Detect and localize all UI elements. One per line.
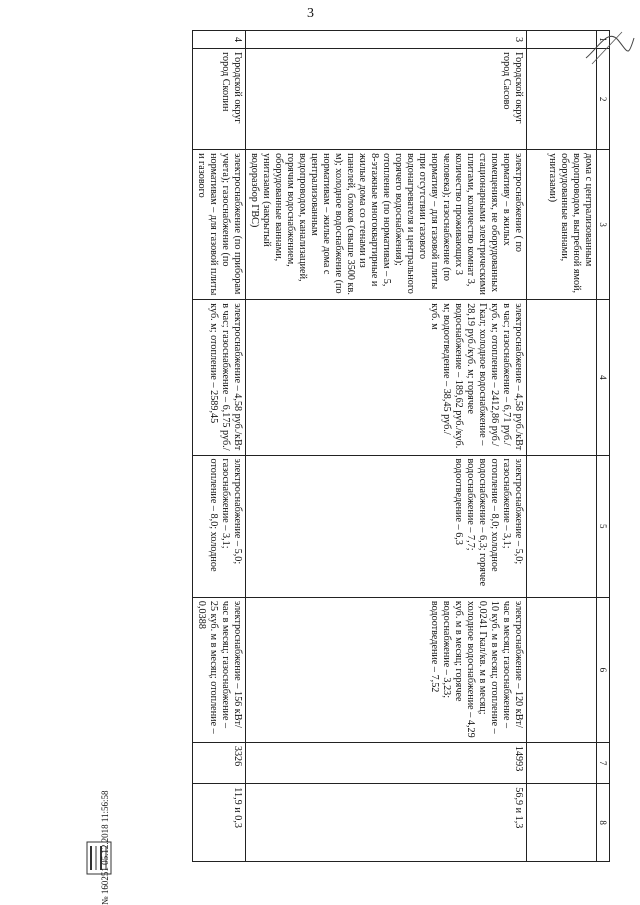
table-cell: электроснабжение – 5,0; газоснабжение – 3,1; отопление – 8,0; холодное xyxy=(193,455,246,597)
column-header: 4 xyxy=(597,300,610,455)
table-cell: 56,9 и 1,3 xyxy=(246,784,527,862)
table-row xyxy=(246,31,527,862)
table-cell: 14993 xyxy=(246,742,527,783)
table-row xyxy=(527,31,597,862)
table-cell: 4 xyxy=(193,31,246,49)
document-registration-footer: № 160251 05.12.2018 11:56:58 xyxy=(100,790,110,905)
table-cell: 11,9 и 0,3 xyxy=(193,784,246,862)
table-cell: Городской округ город Скопин xyxy=(193,49,246,150)
page-number: 3 xyxy=(307,6,314,21)
column-header: 8 xyxy=(597,784,610,862)
table-row xyxy=(193,31,246,862)
column-header: 2 xyxy=(597,49,610,150)
table-cell xyxy=(527,300,597,455)
table-cell: Городской округ город Сасово xyxy=(246,49,527,150)
table-cell xyxy=(527,455,597,597)
column-header: 3 xyxy=(597,150,610,300)
table-cell: электроснабжение (по приборам учета); газоснабжение (по нормативам – для газовой плиты и газового xyxy=(193,150,246,300)
column-header: 7 xyxy=(597,742,610,783)
table-cell: дома с централизованным водопроводом, выгребной ямой, оборудованные ваннами, унитазами) xyxy=(527,150,597,300)
data-table xyxy=(192,30,610,862)
table-cell: электроснабжение – 4,58 руб./кВт в час; газоснабжение – 6,175 руб./куб. м; отопление – 2589,45 xyxy=(193,300,246,455)
table-cell: электроснабжение – 120 кВт/час в месяц; газоснабжение – 10 куб. м в месяц; отопление – 0,0241 Гкал/кв. м в месяц; холодное водоснабжение – 4,29 куб. м в месяц; горячее водоснабжение – 3,23; водоотведение – 7,52 xyxy=(246,597,527,742)
table-cell: электроснабжение – 5,0; газоснабжение – 3,1; отопление – 8,0; холодное водоснабжение – 6,3; горячее водоснабжение – 7,7; водоотведение – 6,3 xyxy=(246,455,527,597)
table-cell: электроснабжение – 156 кВт/час в месяц; газоснабжение – 25 куб. м в месяц; отопление – 0,0388 xyxy=(193,597,246,742)
table-cell: 3 xyxy=(246,31,527,49)
table-cell xyxy=(527,742,597,783)
header-row xyxy=(597,31,610,862)
column-header: 1 xyxy=(597,31,610,49)
table-cell xyxy=(527,784,597,862)
table-cell: электроснабжение ( по нормативу – в жилых помещениях, не оборудованных стационарными электрическими плитами, количество комнат 3, количество проживающих 3 человека); газоснабжение (по нормативу – для газовой плиты при отсутствии газового водонагревателя и центрального горячего водоснабжения); отопление (по нормативам – 5, 8-этажные многоквартирные и жилые дома со стенами из панелей, блоков (свыше 3500 кв. м); холодное водоснабжение (по нормативам – жилые дома с централизованным водопроводом, канализацией, горячим водоснабжением, оборудованные ваннами, унитазами (закрытый водоразбор ГВС) xyxy=(246,150,527,300)
column-header: 6 xyxy=(597,597,610,742)
table-cell: электроснабжение – 4,58 руб./кВт в час; газоснабжение – 6,71 руб./куб. м; отопление – 2412,86 руб./Гкал; холодное водоснабжение – 28,19 руб./куб. м; горячее водоснабжение – 189,62 руб./куб. м; водоотведение – 38,45 руб./куб. м xyxy=(246,300,527,455)
table-cell xyxy=(527,597,597,742)
rotated-table-container xyxy=(85,30,610,862)
table-cell: 3326 xyxy=(193,742,246,783)
column-header: 5 xyxy=(597,455,610,597)
signature-icon xyxy=(578,18,638,78)
